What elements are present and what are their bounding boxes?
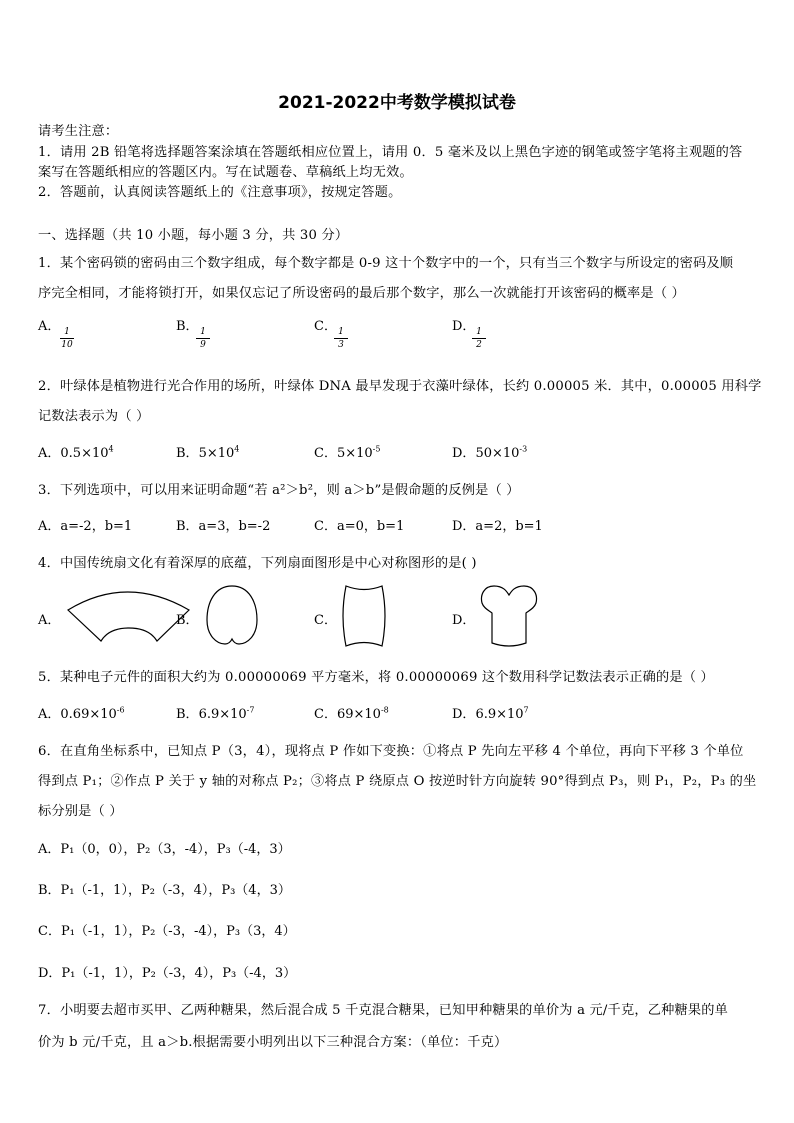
q6-option-a: A．P₁（0，0），P₂（3，-4），P₃（-4，3） [38,842,291,857]
q4-option-c-label: C． [314,613,337,628]
notice-heading: 请考生注意： [38,124,119,139]
question-3-line-1: 3．下列选项中，可以用来证明命题“若 a²＞b²，则 a＞b”是假命题的反例是（ ） [38,483,520,498]
q6-option-c: C．P₁（-1，1），P₂（-3，-4），P₃（3，4） [38,924,296,939]
q2-option-d: D．$50\times 10^{-3}$ [452,444,528,461]
q4-option-b-label: B． [176,613,199,628]
q1-option-b-fraction: 1 9 [196,327,210,350]
q5-option-a: A．$0.69\times 10^{-6}$ [38,705,125,722]
q4-option-d-fan-shape [478,583,540,649]
question-7-line-1: 7．小明要去超市买甲、乙两种糖果，然后混合成 5 千克混合糖果，已知甲种糖果的单价为 a 元/千克，乙种糖果的单 [38,1003,729,1018]
q3-option-b: B．a=3，b=-2 [176,519,271,534]
notice-item-2: 2．答题前，认真阅读答题纸上的《注意事项》，按规定答题。 [38,185,402,200]
q2-option-c: C．$5\times 10^{-5}$ [314,444,381,461]
question-2-line-2: 记数法表示为（ ） [38,409,150,424]
q3-option-c: C．a=0，b=1 [314,519,405,534]
question-2-line-1: 2．叶绿体是植物进行光合作用的场所，叶绿体 DNA 最早发现于衣藻叶绿体，长约 0.00005 米．其中，0.00005 用科学 [38,379,762,394]
notice-item-1-line-2: 案写在答题纸相应的答题区内。写在试题卷、草稿纸上均无效。 [38,165,413,180]
page-title: 2021-2022中考数学模拟试卷 [278,93,516,113]
question-1-line-1: 1．某个密码锁的密码由三个数字组成，每个数字都是 0-9 这十个数字中的一个，只有当三个数字与所设定的密码及顺 [38,256,734,271]
question-6-line-3: 标分别是（ ） [38,804,123,819]
q3-option-d: D．a=2，b=1 [452,519,543,534]
question-6-line-2: 得到点 P₁；②作点 P 关于 y 轴的对称点 P₂；③将点 P 绕原点 O 按逆时针方向旋转 90°得到点 P₃，则 P₁，P₂，P₃ 的坐 [38,774,757,789]
q1-option-a-label: A． [38,319,61,334]
section-heading: 一、选择题（共 10 小题，每小题 3 分，共 30 分） [38,228,349,243]
q6-option-d: D．P₁（-1，1），P₂（-3，4），P₃（-4，3） [38,966,297,981]
q4-option-c-fan-shape [340,583,388,649]
q1-option-d-fraction: 1 2 [472,327,486,350]
q4-option-a-label: A． [38,613,61,628]
q4-option-d-label: D． [452,613,476,628]
q3-option-a: A．a=-2，b=1 [38,519,133,534]
q2-option-b: B．$5\times 10^4$ [176,444,240,461]
question-1-line-2: 序完全相同，才能将锁打开，如果仅忘记了所设密码的最后那个数字，那么一次就能打开该密码的概率是（ ） [38,286,685,301]
q2-option-a: A．$0.5\times 10^4$ [38,444,114,461]
q6-option-b: B．P₁（-1，1），P₂（-3，4），P₃（4，3） [38,883,291,898]
question-6-line-1: 6．在直角坐标系中，已知点 P（3，4），现将点 P 作如下变换：①将点 P 先向左平移 4 个单位，再向下平移 3 个单位 [38,744,744,759]
question-5-line-1: 5．某种电子元件的面积大约为 0.00000069 平方毫米，将 0.00000069 这个数用科学记数法表示正确的是（ ） [38,670,714,685]
q5-option-b: B．$6.9\times 10^{-7}$ [176,705,255,722]
notice-item-1-line-1: 1．请用 2B 铅笔将选择题答案涂填在答题纸相应位置上，请用 0．5 毫米及以上黑色字迹的钢笔或签字笔将主观题的答 [38,145,743,160]
q5-option-c: C．$69\times 10^{-8}$ [314,705,389,722]
question-4-line-1: 4．中国传统扇文化有着深厚的底蕴，下列扇面图形是中心对称图形的是( ) [38,556,477,571]
q5-option-d: D．$6.9\times 10^7$ [452,705,529,722]
q1-option-c-fraction: 1 3 [334,327,348,350]
q1-option-c-label: C． [314,319,337,334]
question-7-line-2: 价为 b 元/千克，且 a＞b.根据需要小明列出以下三种混合方案：（单位：千克） [38,1035,508,1050]
q1-option-a-fraction: 1 10 [61,327,73,350]
q1-option-b-label: B． [176,319,199,334]
q4-option-b-fan-shape [205,584,259,648]
q1-option-d-label: D． [452,319,476,334]
